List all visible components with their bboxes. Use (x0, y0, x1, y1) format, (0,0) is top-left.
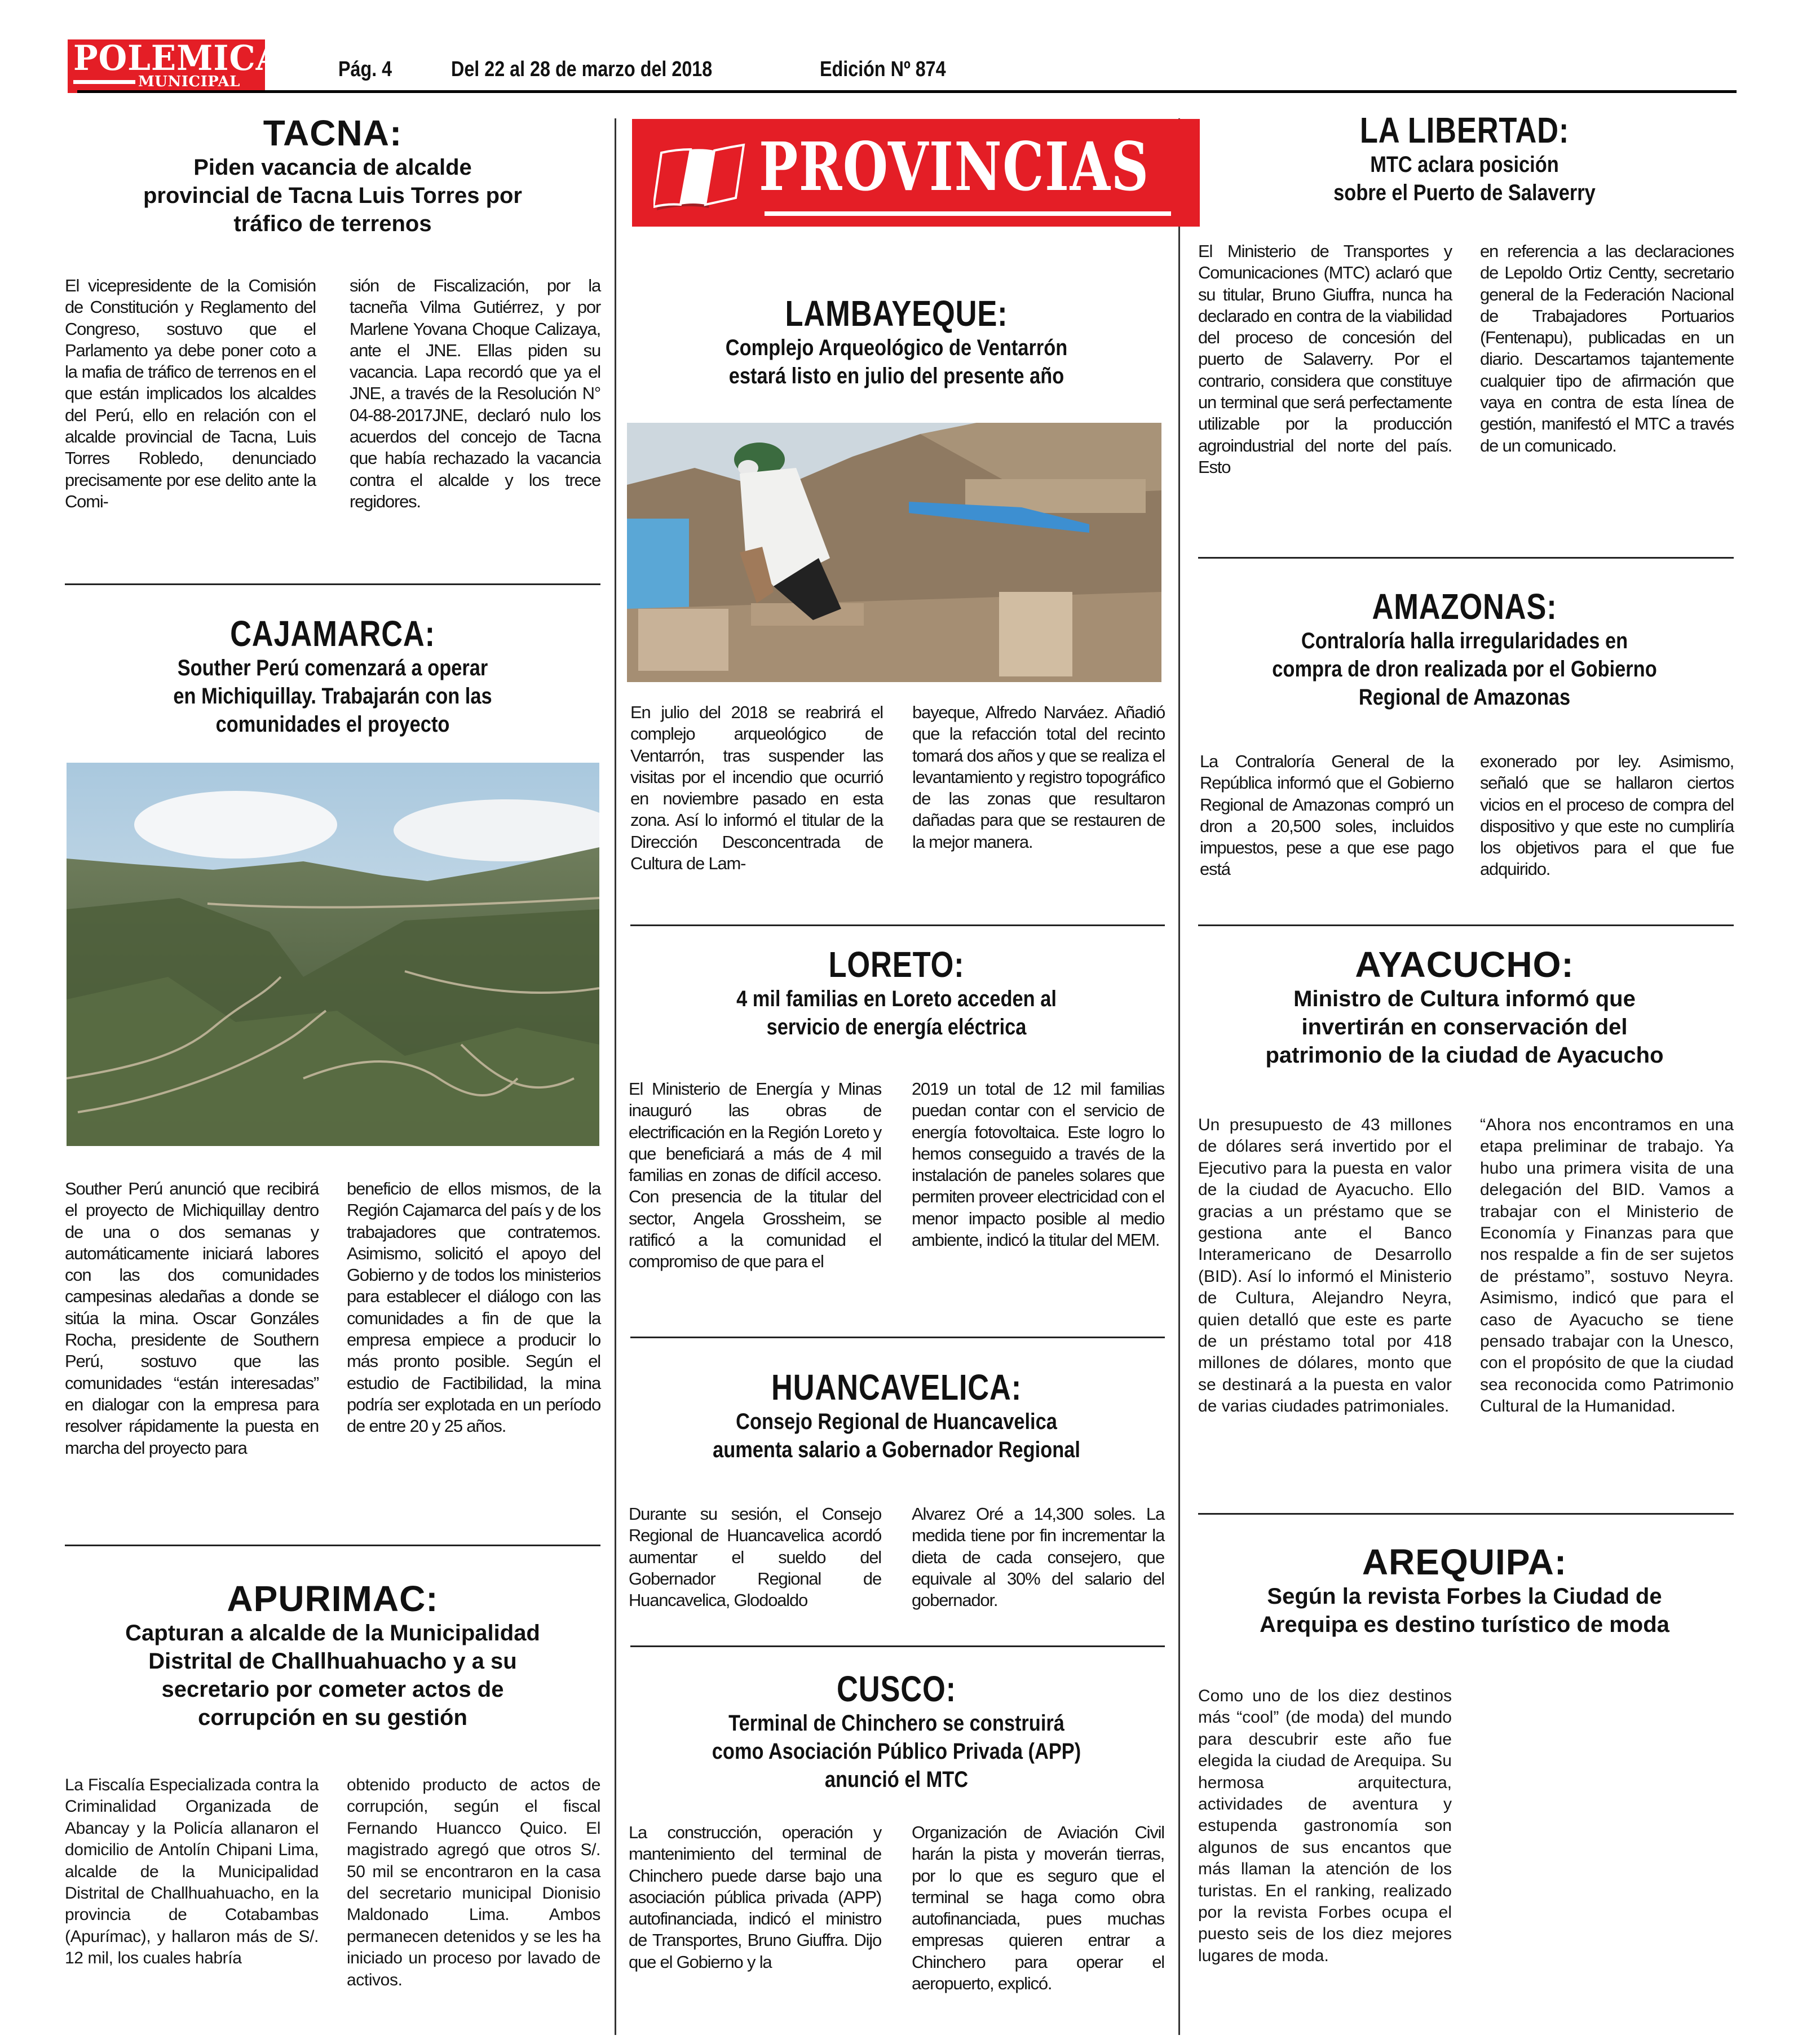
article-separator (1198, 1513, 1734, 1515)
archaeological-site-photo (627, 423, 1161, 682)
headline-line: provincial de Tacna Luis Torres por (143, 183, 522, 208)
headline-line: tráfico de terrenos (233, 211, 432, 236)
headline-line: Souther Perú comenzará a operar (177, 656, 488, 680)
column-divider-left (615, 118, 616, 2035)
header-rule (77, 90, 1737, 93)
body-column-1: Durante su sesión, el Consejo Regional de Huancavelica acordó aumentar el sueldo del Gobernador Regional de Huancavelica, Glodoaldo (629, 1504, 881, 1611)
article-lambayeque (629, 293, 1164, 390)
article-loreto (629, 944, 1164, 1273)
body-column-1: La Contraloría General de la República informó que el Gobierno Regional de Amazonas compró un dron a 20,500 soles, incluidos impuestos, pese a que ese pago está (1200, 751, 1454, 879)
body-column-1: Souther Perú anunció que recibirá el proyecto de Michiquillay dentro de una o dos semanas y automáticamente iniciará labores con las dos comunidades campesinas aledañas a donde se sitúa la mina. Oscar Gonzáles Rocha, presidente de Southern Perú, sostuvo que las comunidades “están interesadas” en dialogar con la empresa para resolver rápidamente la puesta en marcha del proyecto para (65, 1179, 319, 1458)
region-title: LORETO: (828, 944, 965, 985)
region-title: AYACUCHO: (1355, 944, 1574, 985)
region-title: AMAZONAS: (1372, 586, 1557, 627)
article-body (1195, 1114, 1734, 1418)
logo-bar (73, 80, 135, 84)
article-body (65, 275, 600, 512)
headline-line: anunció el MTC (824, 1767, 969, 1792)
headline-line: estará listo en julio del presente año (728, 364, 1064, 388)
headline-line: Arequipa es destino turístico de moda (1260, 1612, 1669, 1637)
headline-line: aumenta salario a Gobernador Regional (713, 1437, 1080, 1462)
region-title: APURIMAC: (227, 1578, 439, 1619)
page-number: Pág. 4 (338, 57, 392, 81)
article-arequipa (1195, 1542, 1734, 1639)
body-column-2: 2019 un total de 12 mil familias puedan contar con el servicio de energía fotovoltaica. Este logro lo hemos conseguido a través de la instalación de paneles solares que permiten proveer electricidad con el menor impacto posible al medio ambiente, indicó la titular del MEM. (912, 1079, 1164, 1250)
region-title: AREQUIPA: (1362, 1542, 1567, 1582)
headline-line: comunidades el proyecto (215, 712, 450, 737)
logo-subtitle: MUNICIPAL (138, 73, 240, 90)
article-separator (65, 1545, 600, 1546)
headline-line: Según la revista Forbes la Ciudad de (1267, 1584, 1662, 1609)
headline (1195, 1582, 1734, 1639)
provincias-section-banner (632, 119, 1200, 227)
edition-number: Edición Nº 874 (820, 57, 946, 81)
body-column-2: obtenido producto de actos de corrupción, según el fiscal Fernando Huancco Quico. El magistrado agregó que otros S/. 50 mil se encontraron en la casa del secretario municipal Dionisio Maldonado Lima. Ambos permanecen detenidos y se les ha iniciado un proceso por lavado de activos. (347, 1776, 600, 1989)
column-divider-right (1178, 118, 1180, 2035)
body-column-1: Un presupuesto de 43 millones de dólares será invertido por el Ejecutivo para la puesta en valor de la ciudad de Ayacucho. Ello gracias a un préstamo que se gestiona ante el Banco Interamericano de Desarrollo (BID). Así lo informó el Ministerio de Cultura, Alejandro Neyra, quien detalló que este es parte de un préstamo total por 418 millones de dólares, monto que se destinará a la puesta en valor de varias ciudades patrimoniales. (1198, 1116, 1452, 1416)
body-column-1: El Ministerio de Transportes y Comunicaciones (MTC) aclaró que su titular, Bruno Giuffra, nunca ha declarado en contra de la viabilidad del proceso de concesión del puerto de Salaverry. Por el contrario, considera que constituye un terminal que será perfectamente utilizable por la producción agroindustrial del norte del país. Esto (1198, 241, 1452, 477)
headline-line: Ministro de Cultura informó que (1293, 986, 1636, 1011)
headline-line: Capturan a alcalde de la Municipalidad (125, 1621, 540, 1645)
body-column-2: Organización de Aviación Civil harán la pista y moverán tierras, por lo que es seguro que el terminal se haga como obra autofinanciada, pues muchas empresas quieren entrar a Chinchero para operar el aeropuerto, explicó. (912, 1822, 1164, 1994)
body-column-1: La construcción, operación y mantenimiento del terminal de Chinchero puede darse bajo una asociación pública privada (APP) autofinanciada, indicó el ministro de Transportes, Bruno Giuffra. Dijo que el Gobierno y la (629, 1822, 881, 1972)
headline-line: secretario por cometer actos de (161, 1677, 504, 1702)
headline-line: Piden vacancia de alcalde (193, 155, 472, 180)
headline-line: Terminal de Chinchero se construirá (728, 1711, 1064, 1736)
article-la-libertad (1195, 110, 1734, 478)
article-separator (65, 583, 600, 585)
headline (65, 1619, 600, 1732)
peru-flag-icon (653, 141, 749, 210)
region-title: HUANCAVELICA: (771, 1367, 1022, 1408)
headline (666, 334, 1127, 390)
headline (65, 153, 600, 238)
body-column-2: sión de Fiscalización, por la tacneña Vilma Gutiérrez, y por Marlene Yovana Choque Calizaya, ante el JNE. Ellas piden su vacancia. Lapa recordó que ya el JNE, a través de la Resolución N° 04-88-2017JNE, declaró nulo los acuerdos del concejo de Tacna que había rechazado la vacancia contra el alcalde y los trece regidores. (350, 276, 600, 511)
headline-line: sobre el Puerto de Salaverry (1333, 180, 1596, 205)
article-amazonas (1195, 586, 1734, 881)
headline-line: Complejo Arqueológico de Ventarrón (725, 335, 1068, 360)
article-lambayeque-body (630, 702, 1165, 874)
article-body (1195, 241, 1734, 478)
headline-line: patrimonio de la ciudad de Ayacucho (1265, 1043, 1664, 1068)
headline-line: Regional de Amazonas (1358, 685, 1571, 710)
headline-line: como Asociación Público Privada (APP) (712, 1739, 1081, 1764)
headline-line: MTC aclara posición (1370, 152, 1559, 177)
article-separator (630, 1645, 1165, 1647)
article-tacna (65, 113, 600, 512)
publication-logo (68, 38, 282, 93)
headline (1233, 627, 1696, 711)
article-separator (630, 924, 1165, 926)
headline (1195, 985, 1734, 1069)
headline (666, 1408, 1127, 1464)
body-column-1: Como uno de los diez destinos más “cool” (de moda) del mundo para descubrir este año fue elegida la ciudad de Arequipa. Su hermosa arquitectura, actividades de aventura y estupenda gastronomía son algunos de sus encantos que más llaman la atención de los turistas. En el ranking, realizado por la revista Forbes ocupa el puesto seis de los diez mejores lugares de moda. (1198, 1687, 1452, 1965)
region-title: LA LIBERTAD: (1359, 110, 1570, 151)
article-cajamarca (65, 613, 600, 738)
section-title: PROVINCIAS (759, 127, 1150, 206)
body-column-2: “Ahora nos encontramos en una etapa preliminar de trabajo. Ya hubo una primera visita de una delegación del BID. Vamos a trabajar con el Ministerio de Economía y Finanzas para que nos respalde a fin de ser sujetos de préstamo”, sostuvo Neyra. Asimismo, indicó que para el caso de Ayacucho se tiene pensado trabajar con la Unesco, con el propósito de que la ciudad sea reconocida como Patrimonio Cultural de la Humanidad. (1480, 1116, 1734, 1416)
article-separator (630, 1337, 1165, 1338)
article-apurimac (65, 1578, 600, 1991)
body-column-1: En julio del 2018 se reabrirá el complejo arqueológico de Ventarrón, tras suspender las visitas por el incendio que ocurrió en noviembre pasado en esta zona. Así lo informó el titular de la Dirección Desconcentrada de Cultura de Lam- (630, 702, 883, 874)
headline-line: compra de dron realizada por el Gobierno (1272, 657, 1657, 682)
region-title: LAMBAYEQUE: (785, 293, 1008, 334)
headline-line: en Michiquillay. Trabajarán con las (173, 684, 492, 709)
article-arequipa-body (1198, 1685, 1452, 1967)
article-body (65, 1178, 600, 1459)
body-column-2: Alvarez Oré a 14,300 soles. La medida tiene por fin incrementar la dieta de cada consejero, que equivale al 30% del salario del gobernador. (912, 1504, 1164, 1611)
article-ayacucho (1195, 944, 1734, 1418)
article-body (629, 1822, 1164, 1994)
body-column-1: El vicepresidente de la Comisión de Constitución y Reglamento del Congreso, sostuvo que el Parlamento ya debe poner coto a la mafia de tráfico de terrenos en el que están implicados los alcaldes del Perú, ello en relación con el alcalde provincial de Tacna, Luis Torres Robledo, denunciado precisamente por ese delito ante la Comi- (65, 276, 316, 511)
banner-underline (765, 211, 1171, 216)
body-column-2: beneficio de ellos mismos, de la Región Cajamarca del país y de los trabajadores que contratemos. Asimismo, solicitó el apoyo del Gobierno y de todos los ministerios para establecer el diálogo con las comunidades a fin de que la empresa empiece a producir lo más pronto posible. Según el estudio de Factibilidad, la mina podría ser explotada en un período de entre 20 y 25 años. (347, 1179, 600, 1436)
article-body (629, 1503, 1164, 1611)
mountain-valley-photo (67, 763, 599, 1146)
body-column-2: exonerado por ley. Asimismo, señaló que se hallaron ciertos vicios en el proceso de compra del dispositivo y que este no cumpliría los objetivos para el que fue adquirido. (1480, 751, 1734, 879)
headline (666, 1709, 1127, 1794)
article-body (630, 702, 1165, 874)
region-title: CUSCO: (837, 1669, 956, 1709)
issue-dates: Del 22 al 28 de marzo del 2018 (451, 57, 713, 81)
article-cusco (629, 1669, 1164, 1994)
article-body (629, 1078, 1164, 1273)
article-cajamarca-body (65, 1178, 600, 1459)
headline-line: 4 mil familias en Loreto acceden al (736, 986, 1057, 1011)
article-huancavelica (629, 1367, 1164, 1611)
headline-line: corrupción en su gestión (198, 1705, 467, 1730)
body-column-2: en referencia a las declaraciones de Lepoldo Ortiz Centty, secretario general de la Federación Nacional de Trabajadores Portuarios (Fentenapu), publicadas en un diario. Descartamos tajantemente cualquier tipo de afirmación que vaya en contra de esta línea de gestión, manifestó el MTC a través de un comunicado. (1480, 241, 1734, 455)
headline-line: servicio de energía eléctrica (766, 1015, 1027, 1039)
headline-line: Contraloría halla irregularidades en (1301, 629, 1628, 653)
article-separator (1198, 557, 1734, 559)
headline (666, 985, 1127, 1041)
headline-line: Consejo Regional de Huancavelica (736, 1409, 1057, 1434)
body-column-2: bayeque, Alfredo Narváez. Añadió que la refacción total del recinto tomará dos años y que se realiza el levantamiento y registro topográfico de las zonas que resultaron dañadas para que se restauren de la mejor manera. (912, 702, 1165, 852)
headline-line: Distrital de Challhuahuacho y a su (148, 1649, 517, 1674)
region-title: TACNA: (263, 113, 403, 153)
article-body (1195, 751, 1734, 881)
headline-line: invertirán en conservación del (1301, 1015, 1628, 1039)
headline (1233, 151, 1696, 207)
article-separator (1198, 924, 1734, 926)
headline (103, 654, 563, 738)
article-body (65, 1775, 600, 1991)
logo-title: POLEMICA (73, 38, 282, 78)
body-column-1: El Ministerio de Energía y Minas inauguró las obras de electrificación en la Región Loreto y que beneficiará a más de 4 mil familias en zonas de difícil acceso. Con presencia de la titular del sector, Angela Grossheim, se ratificó a la comunidad el compromiso de que para el (629, 1079, 881, 1272)
region-title: CAJAMARCA: (230, 613, 435, 654)
body-column-1: La Fiscalía Especializada contra la Criminalidad Organizada de Abancay y la Policía allanaron el domicilio de Antolín Chipani Lima, alcalde de la Municipalidad Distrital de Challhuahuacho, en la provincia de Cotabambas (Apurímac), y hallaron más de S/. 12 mil, los cuales habría (65, 1776, 319, 1968)
